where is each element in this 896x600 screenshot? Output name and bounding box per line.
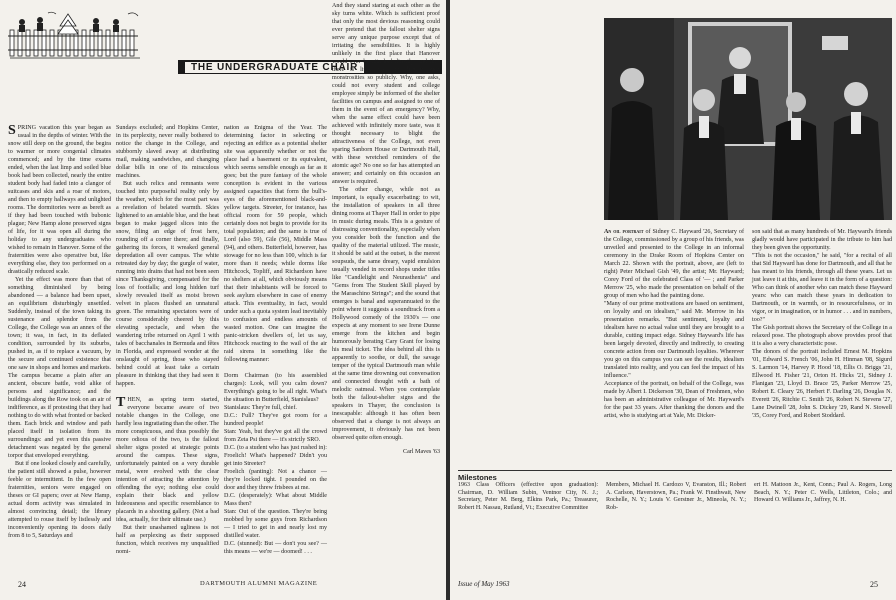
caption-column-2 xyxy=(752,228,892,468)
article-column-2 xyxy=(116,124,219,572)
right-page xyxy=(450,0,896,600)
milestones-title: Milestones xyxy=(458,470,892,482)
page-number: 25 xyxy=(870,580,878,589)
dialogue-line: D.C.: Full? They've got room for a hundred people! xyxy=(224,413,327,427)
dialogue-line: Dorm Chairman (to his assembled charges): Look, will you calm down? Everything's going to be all right. What's the situation in Butterfield, Stanislaus? xyxy=(224,373,327,403)
section-title: THE UNDERGRADUATE CHAIR xyxy=(185,62,364,73)
article-column-3 xyxy=(224,124,327,572)
author-signature: Carl Maves '63 xyxy=(403,449,440,455)
milestones-column-3: ert H. Mattoon Jr., Kent, Conn.; Paul A. Rogers, Long Beach, N. Y.; Peter C. Wells, Littleton, Colo.; and Howard O. Williams Jr., Jaffrey, N. H. xyxy=(754,482,892,504)
paragraph: Sundays excluded; and Hopkins Center, in its perplexity, never really bothered to notice the change in the College, and stubbornly slaved away at distributing mail, making sandwiches, and changing dollar bills in one of its miraculous machines. xyxy=(116,125,219,179)
article-column-4 xyxy=(332,2,440,572)
running-footer: Issue of May 1963 xyxy=(458,580,510,588)
paragraph: PRING vacation this year began as usual in the depths of winter. With the snow still deep on the ground, the begira to warmer or more congenial climates commenced; and by the time exams ended, when the last limp and soiled blue book had been collected, nearly the entire student body had faded into a clangor of suitcases and skis and a roar of motors, and then to empty hallways and unlighted rooms. The dormitories were as bereft as if they had been touched with bubonic plague; New Hamp alone preserved signs of life, for it was open all during the holiday to any undergraduates who wished to remain in Hanover. Some of the fraternities were also operative but, like everything else, they too performed on a drastically reduced scale. xyxy=(8,125,111,275)
left-page xyxy=(0,0,446,600)
paragraph: HEN, as spring term started, everyone became aware of two notable changes in the College, one hardly less ingratiating than the other. The more conspicuous, and thus possibly the more odious of the two, is the fallout shelter signs posted at strategic points around the campus. These signs, unfortunately painted on a very durable metal, were evolved with the clear intention of attracting the attention by offending the eye; nothing else could explain their black and yellow hideousness and specific resemblance to placards in a shooting gallery. (Not a bad idea, actually, for their ultimate use.) xyxy=(116,397,219,523)
paragraph: The other change, while not as important, is equally exacerbating: to wit, the installation of speakers in all three dining rooms at Thayer Hall in order to pipe in music during meals. This is a gesture of distressing conventionality, especially when you consider both the function and the quality of the material utilized. The music, it should be said at the outset, is the merest soupsuds, the same dreary, vapid emulsion usually vended in record shops under titles like "Candlelight and Neurasthenia" and "Gems from The Student Skill played by the Maraschino Strings"; and the sound that emerges is banal and superannuated to the point where it suggests a soundtrack from a Hollywood comedy of the 1930's — one expects at any moment to see Irene Dunne emerge from the kitchen and begin humorously berating Cary Grant for losing his meal ticket. The idea behind all this is apparently to soothe, or dull, the savage temper of the typical Dartmouth man while at the same time drowning out conversation and connected thought with a bath of melodic oatmeal. When you contemplate both the fallout-shelter signs and the speakers in Thayer, the conclusion is inescapable: although it has often been observed that a change is not always an improvement, it obviously has not been observed quite often enough. xyxy=(332,187,440,441)
portrait-photo xyxy=(604,18,892,220)
paragraph: And they stand staring at each other as the sky turns white. Which is sufficient proof that only the most devious reasoning could ever pretend that the fallout shelter signs serve any unique purpose except that of irritating the sensibilities. It is highly unlikely in the first place that Hanover would ever be attacked directly; and thus there is little need to display such monstrosities so publicly. Why, one asks, could not every student and college employee simply be informed of the shelter facilities on campus and assigned to one of them in the event of an emergency? Why, when the same effect could have been achieved with infinitely more taste, was it thought necessary to blight the attractiveness of the College, not even sparing Sanborn House or Dartmouth Hall, with these wretched reminders of the atomic age? No one so far has attempted an answer; and certainly on this occasion an answer is required. xyxy=(332,3,440,185)
running-footer: DARTMOUTH ALUMNI MAGAZINE xyxy=(200,580,318,587)
drop-cap: S xyxy=(8,124,16,138)
caption-text: son said that as many hundreds of Mr. Hayward's friends gladly would have participated in the tribute to him had they been given the opportunity. "This is not the occasion," he said, "for a recital of all that Sid Hayward has done for Dartmouth, and all that he has meant to his friends, through all these years. Let us just leave it at this, and leave it in the form of a question: Who can think of another who can match these Hayward years: who can match these years in dedication to Dartmouth, or in warmth, or in resourcefulness, or in vigor, or in imagination, or in humor . . . and in numbers, too?" The Gish portrait shows the Secretary of the College in a relaxed pose. The photograph above provides proof that it is also a very characteristic pose. The donors of the portrait included Ernest M. Hopkins '01, Edward S. French '06, John H. Hinman '08, Sigurd S. Larmon '14, Harvey P. Hood '18, Ellis O. Briggs '21, Ellwood H. Fisher '21, Orton H. Hicks '21, Sidney J. Flanigan '23, Lloyd D. Brace '25, Parker Merrow '25, Robert E. Cleary '26, Herbert F. Darling '26, Douglas N. Everett '26, Ritchie C. Smith '26, Robert N. Stevens '27, Lane Dwinell '28, John S. Dickey '29, Rand N. Stowell '35, Corey Ford, and Robert Stoddard. xyxy=(752,229,892,419)
dialogue-line: D.C. (desperately): What about Middle Mass then? xyxy=(224,493,327,507)
milestones-column-2: Members, Michael H. Cardozo V, Evanston, Ill.; Robert A. Carlson, Haverstown, Pa.; Frank W. Finsthwait, New Rochelle, N. Y.; Louis V. Gerstner Jr., Mineola, N. Y.; Rob- xyxy=(606,482,746,511)
dialogue-line: Stan: Out of the question. They're being mobbed by some guys from Richardson — I tried to get in and nearly lost my distilled water. xyxy=(224,509,327,539)
milestones-column-1: 1963 Class Officers (effective upon graduation): Chairman, D. William Subin, Ventnor City, N. J.; Secretary, Peter M. Berg, Elkins Park, Pa.; Treasurer, Robert H. Nassau, Rutland, Vt.; Executive Committee xyxy=(458,482,598,511)
drop-cap: T xyxy=(116,395,126,410)
dialogue-line: D.C. (to a student who has just rushed in): Froelich! What's happened? Didn't you get into Streeter? xyxy=(224,445,327,467)
paragraph: nation as Enigma of the Year. The determining factor in selecting or rejecting an edifice as a potential shelter site was apparently whether or not the place had a basement or its equivalent, which seems sensible enough as far as it goes; but the pure fantasy of the whole conception is evident in the various assigned capacities that form the bull's-eyes of the aforementioned black-and-yellow targets. Streeter, for instance, has official room for 59 people, which certainly does not begin to provide for its total population; and the same is true of Lord (also 59), Gile (56), Middle Mass (94), and others. Butterfield, however, has stowage for no less than 100, which is far more than it needs; while dorms like Hitchcock, Topliff, and Richardson have no shelters at all, which obviously means that their inhabitants will be forced to seek asylum elsewhere in case of enemy attack. This eventuality, in fact, would under such a quota system lead inevitably to confusion and endless amounts of wasted motion. One can imagine the panic-stricken dwellers of, let us say, Hitchcock reacting to the wail of the air raid sirens in something like the following manner: xyxy=(224,125,327,363)
dialogue-line: Froelich (panting): Not a chance — they're locked tight. I pounded on the door and they threw frisbees at me. xyxy=(224,469,327,491)
paragraph: But their unashamed ugliness is not half as perplexing as their supposed function, which receives my unqualified nomi- xyxy=(116,525,219,555)
page-number: 24 xyxy=(18,580,26,589)
header-illustration xyxy=(8,10,144,60)
dialogue-line: Stanislaus: They're full, chief. xyxy=(224,405,297,411)
caption-lead: An oil portrait xyxy=(604,229,644,235)
article-column-1 xyxy=(8,124,111,572)
caption-text: of Sidney C. Hayward '26, Secretary of the College, commissioned by a group of his friends, was unveiled and presented to the College in an informal ceremony in the Drake Room of Hopkins Center on March 22. Shown with the portrait, above, are (left to right) Peter Michael Gish '49, the artist; Mr. Hayward; Corey Ford of the celebrated Class of '— ; and Parker Merrow '25, who made the presentation on behalf of the group of men who had the painting done. "Many of our prime motivations are based on sentiment, on loyalty and on idealism," said Mr. Merrow in his presentation remarks. "But sentiment, loyalty and idealism have no actual value until they are brought to a durable, cutting impact edge. Sidney Hayward's life has been largely devoted, directly and indirectly, to creating concrete action from our Dartmouth loyalties. Wherever you go on this campus you can see the results, idealism translated into reality, and you can feel the impact of his influence." Acceptance of the portrait, on behalf of the College, was made by Albert I. Dickerson '30, Dean of Freshmen, who has been an administrative colleague of Mr. Hayward's for the past 33 years. After thanking the donors and the artist, who is studying art at Yale, Mr. Dicker- xyxy=(604,229,744,419)
paragraph: But if one looked closely and carefully, the patient still showed a pulse, however feeble or intermittent. In the few open fraternities, seniors were engaged on theses or GI papers; over at New Hamp, actual dorm activity was simulated in almost convincing detail; the library attempted to rouse itself by listlessly and inconveniently opening its doors daily from 8 to 5, Saturdays and xyxy=(8,461,111,539)
dialogue-line: D.C. (stunned): But — don't you see? — this means — we're — doomed! . . . xyxy=(224,541,327,555)
paragraph: But such relics and remnants were touched into purposeful reality only by the weather, which for the most part was a revelation of belated warmth. Skies lightened to an amiable blue, and the heat began to make jagged slices into the snow, filing an edge of frost here, rounding off a corner there; and finally, gathering its forces, it wreaked general depredation all over campus. The white retreated day by day; the gurgle of water, running into drains that had not been seen since Thanksgiving, compensated for the loss of footfalls; and long hidden turf slowly revealed itself as moist brown velvet in places flushed an unnatural green. The remaining spectators were of course considerably cheered by this elevating spectacle, and when the wandering tribe returned on April 1 with tales of bacchanales in Bermuda and fêtes in Florida, and expressed wonder at the onslaught of spring, those who stayed behind could at least take a certain pleasure in thinking that they had seen it happen. xyxy=(116,181,219,387)
paragraph: Yet the effect was more than that of something diminished by being abandoned — a balance had been upset, an equilibrium disturbingly unsettled. Suddenly, instead of the town taking its sustenance and splendor from the College, the College was an annex of the town; it was, in fact, in its deflated condition, surrounded by its suburbs, pushed in, as if to replace a vacuum, by the secure and continued existence that one saw in shops and homes and markets. The campus became a plain after an ancient, obscure battle, void alike of persons and significance; and the buildings along the Row took on an air of indifference, as if protesting that they had nothing to do with what fronted or backed them. Each brick and window and path placed itself in isolation from its surroundings: and yet even this passive detachment was negated by the general torpor that enveloped everything. xyxy=(8,277,111,459)
dialogue-line: Stan: Yeah, but they've got all the crowd from Zeta Psi there — it's strictly SRO. xyxy=(224,429,327,443)
caption-column-1 xyxy=(604,228,744,468)
milestones-section xyxy=(458,470,892,511)
